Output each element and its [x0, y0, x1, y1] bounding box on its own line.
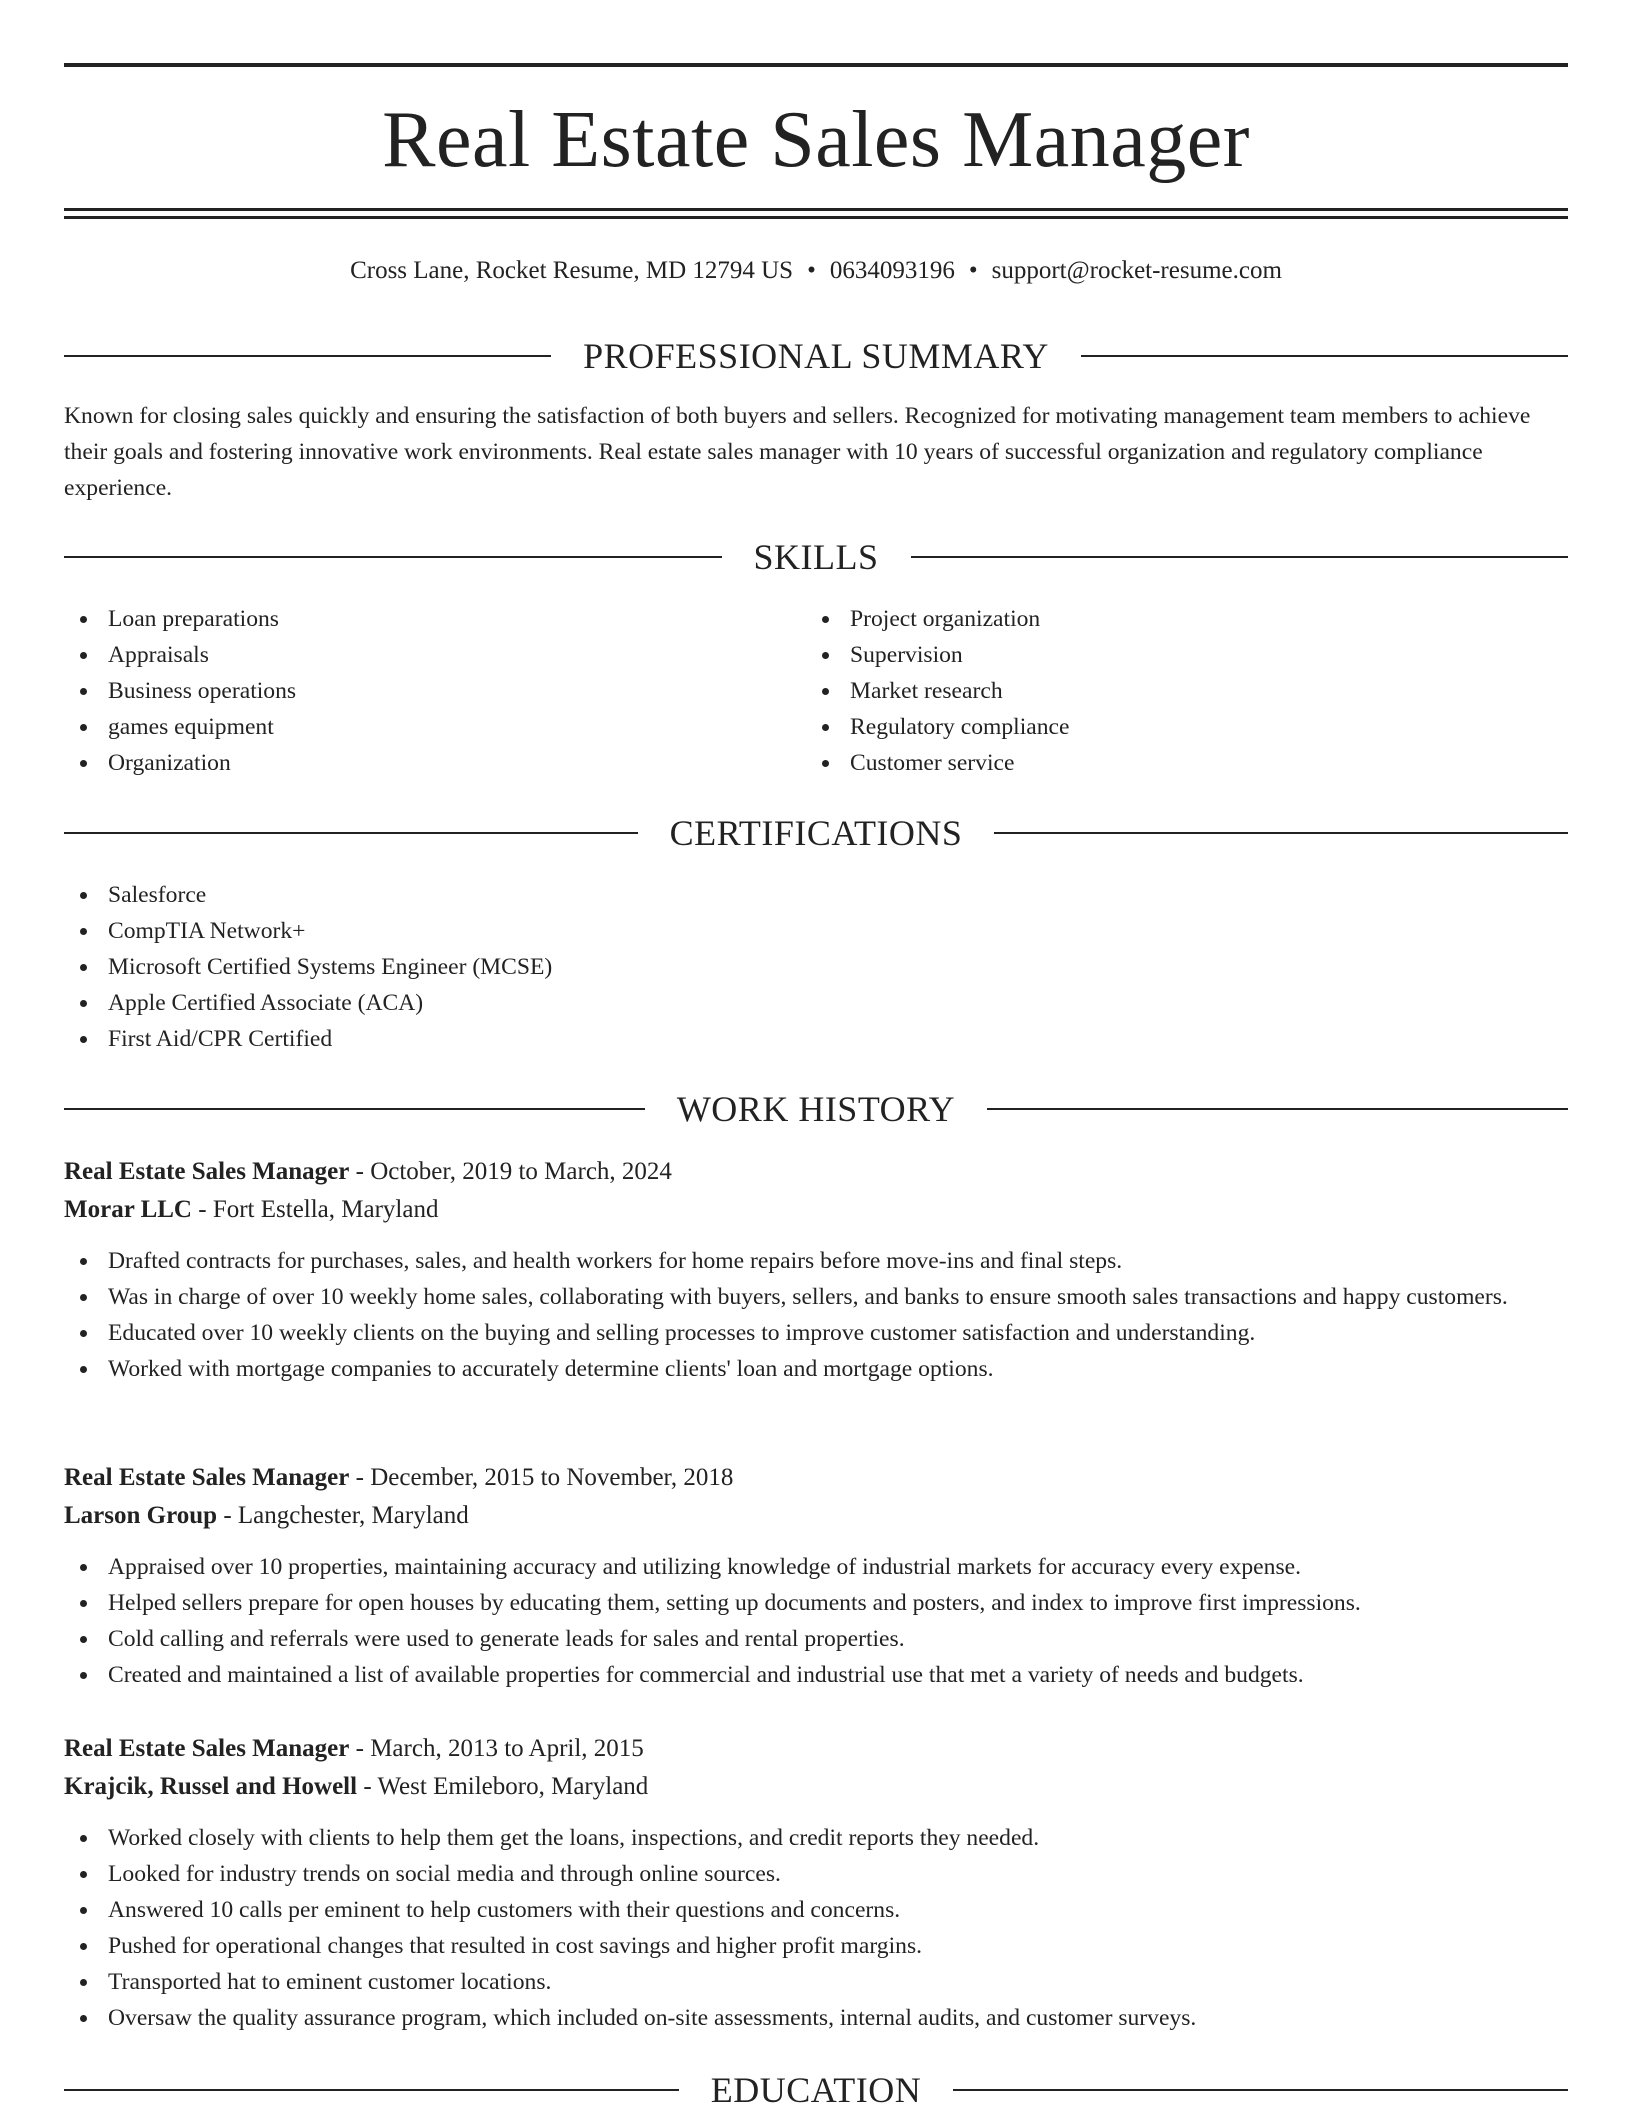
- job-title: Real Estate Sales Manager: [64, 1464, 350, 1491]
- contact-separator: •: [968, 257, 978, 284]
- job-duty: Answered 10 calls per eminent to help customers with their questions and concerns.: [64, 1892, 1568, 1928]
- header-double-rule-upper: [64, 208, 1568, 211]
- job-duty: Worked with mortgage companies to accurately determine clients' loan and mortgage options.: [64, 1351, 1568, 1387]
- job-company: Morar LLC: [64, 1196, 192, 1223]
- job-duty: Drafted contracts for purchases, sales, and health workers for home repairs before move-ins and final steps.: [64, 1243, 1568, 1279]
- job-duty: Oversaw the quality assurance program, which included on-site assessments, internal audits, and customer surveys.: [64, 2000, 1568, 2036]
- job-duty: Was in charge of over 10 weekly home sales, collaborating with buyers, sellers, and banks to ensure smooth sales transactions and happy customers.: [64, 1279, 1568, 1315]
- job-company-line: [64, 1497, 1568, 1535]
- skills-list-left: [64, 601, 804, 781]
- job-title-line: [64, 1730, 1568, 1768]
- job-duty: Pushed for operational changes that resulted in cost savings and higher profit margins.: [64, 1928, 1568, 1964]
- skill-item: Regulatory compliance: [806, 709, 1566, 745]
- job-company-line: [64, 1191, 1568, 1229]
- job-dates: - March, 2013 to April, 2015: [349, 1735, 644, 1762]
- section-rule-left: [64, 1108, 645, 1110]
- header-double-rule-lower: [64, 216, 1568, 219]
- section-rule-right: [987, 1108, 1568, 1110]
- job-company-line: [64, 1768, 1568, 1806]
- contact-address: Cross Lane, Rocket Resume, MD 12794 US: [350, 257, 794, 284]
- job-duty: Appraised over 10 properties, maintaining accuracy and utilizing knowledge of industrial markets for accuracy every expense.: [64, 1549, 1568, 1585]
- skill-item: Loan preparations: [64, 601, 804, 637]
- job-location: - Langchester, Maryland: [217, 1502, 469, 1529]
- section-title-skills: SKILLS: [753, 537, 879, 577]
- job-duty: Transported hat to eminent customer locations.: [64, 1964, 1568, 2000]
- job-duty: Worked closely with clients to help them get the loans, inspections, and credit reports they needed.: [64, 1820, 1568, 1856]
- section-header-education: [64, 2068, 1568, 2112]
- resume-title: Real Estate Sales Manager: [382, 96, 1250, 184]
- section-rule-right: [1081, 355, 1568, 357]
- job-location: - Fort Estella, Maryland: [192, 1196, 439, 1223]
- skill-item: Supervision: [806, 637, 1566, 673]
- certification-item: Apple Certified Associate (ACA): [64, 985, 1568, 1021]
- job-title-line: [64, 1153, 1568, 1191]
- job-company: Larson Group: [64, 1502, 218, 1529]
- job-entry: [64, 1153, 1568, 1387]
- job-duty: Educated over 10 weekly clients on the buying and selling processes to improve customer satisfaction and understanding.: [64, 1315, 1568, 1351]
- section-rule-left: [64, 556, 722, 558]
- skill-item: Business operations: [64, 673, 804, 709]
- section-rule-right: [953, 2089, 1568, 2091]
- certification-item: Microsoft Certified Systems Engineer (MCSE): [64, 949, 1568, 985]
- section-header-summary: [64, 334, 1568, 378]
- job-entry: [64, 1459, 1568, 1693]
- skill-item: Customer service: [806, 745, 1566, 781]
- section-rule-left: [64, 2089, 679, 2091]
- job-duty: Created and maintained a list of available properties for commercial and industrial use that met a variety of needs and budgets.: [64, 1657, 1568, 1693]
- skill-item: Organization: [64, 745, 804, 781]
- skill-item: Appraisals: [64, 637, 804, 673]
- contact-phone: 0634093196: [829, 257, 955, 284]
- skills-list-right: [806, 601, 1566, 781]
- section-header-certifications: [64, 811, 1568, 855]
- job-title-line: [64, 1459, 1568, 1497]
- job-duties: [64, 1820, 1568, 2036]
- header-top-rule: [64, 63, 1568, 67]
- certifications-list: [64, 877, 1568, 1057]
- certification-item: Salesforce: [64, 877, 1568, 913]
- skill-item: games equipment: [64, 709, 804, 745]
- job-location: - West Emileboro, Maryland: [357, 1773, 649, 1800]
- job-company: Krajcik, Russel and Howell: [64, 1773, 358, 1800]
- certification-item: First Aid/CPR Certified: [64, 1021, 1568, 1057]
- summary-text: Known for closing sales quickly and ensuring the satisfaction of both buyers and sellers. Recognized for motivating management team members to achieve their goals and fostering innovative work environments. Real estate sales manager with 10 years of successful organization and regulatory compliance experience.: [64, 403, 1531, 501]
- section-title-work-history: WORK HISTORY: [676, 1089, 956, 1129]
- job-dates: - October, 2019 to March, 2024: [349, 1158, 672, 1185]
- section-title-certifications: CERTIFICATIONS: [669, 813, 963, 853]
- job-duty: Cold calling and referrals were used to generate leads for sales and rental properties.: [64, 1621, 1568, 1657]
- section-rule-left: [64, 355, 551, 357]
- job-title: Real Estate Sales Manager: [64, 1735, 350, 1762]
- skill-item: Project organization: [806, 601, 1566, 637]
- job-entry: [64, 1730, 1568, 2036]
- section-rule-right: [911, 556, 1569, 558]
- section-title-education: EDUCATION: [710, 2070, 922, 2110]
- section-rule-left: [64, 832, 638, 834]
- certification-item: CompTIA Network+: [64, 913, 1568, 949]
- job-duty: Looked for industry trends on social media and through online sources.: [64, 1856, 1568, 1892]
- contact-separator: •: [807, 257, 816, 284]
- job-duty: Helped sellers prepare for open houses by educating them, setting up documents and posters, and index to improve first impressions.: [64, 1585, 1568, 1621]
- contact-email: support@rocket-resume.com: [991, 257, 1282, 284]
- section-header-work-history: [64, 1087, 1568, 1131]
- job-dates: - December, 2015 to November, 2018: [349, 1464, 734, 1491]
- job-title: Real Estate Sales Manager: [64, 1158, 350, 1185]
- section-header-skills: [64, 535, 1568, 579]
- job-duties: [64, 1243, 1568, 1387]
- section-rule-right: [994, 832, 1568, 834]
- job-duties: [64, 1549, 1568, 1693]
- contact-line: [64, 254, 1568, 288]
- section-title-summary: PROFESSIONAL SUMMARY: [583, 336, 1049, 376]
- skill-item: Market research: [806, 673, 1566, 709]
